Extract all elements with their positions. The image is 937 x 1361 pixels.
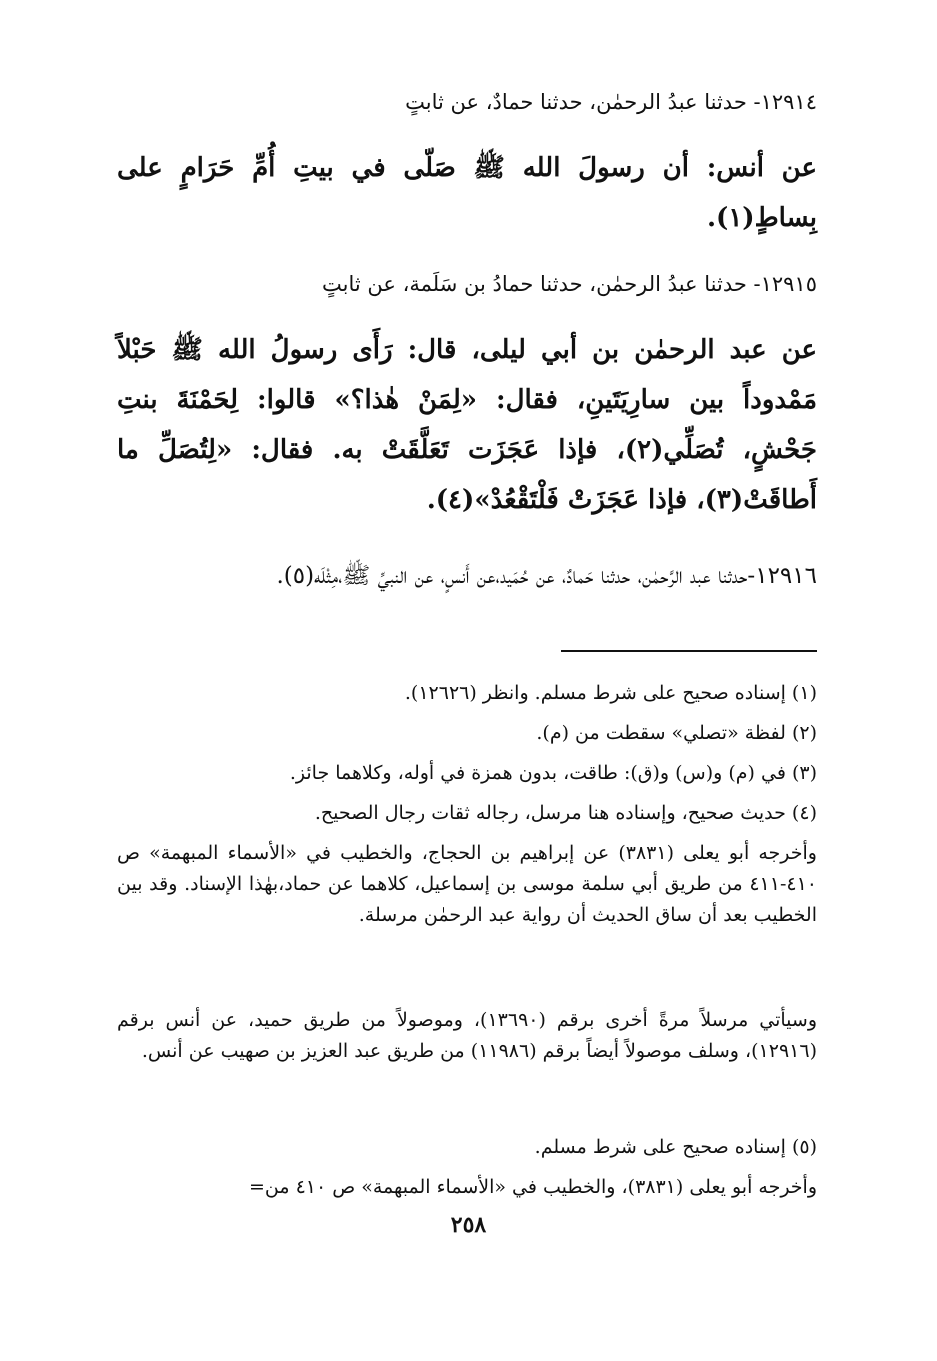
hadith-12916: ١٢٩١٦-حدثنا عبد الرَّحمٰن، حدثنا حَمادٌ، عن حُمَيد،عن أَنسٍ، عن النبيِّ ﷺ،مِثْلَه(٥). (276, 563, 817, 589)
footnote-separator (561, 650, 817, 652)
hadith-12914-matn: عن أنس: أن رسولَ الله ﷺ صَلّى في بيتِ أُمِّ حَرَامٍ على بِساطٍ(١). (117, 153, 817, 233)
hadith-12915-isnad: ١٢٩١٥- حدثنا عبدُ الرحمٰن، حدثنا حمادُ بن سَلَمة، عن ثابتٍ (322, 272, 817, 296)
footnote-4-cross-reference: وسيأتي مرسلاً مرةً أخرى برقم (١٣٦٩٠)، وموصولاً من طريق حميد، عن أنس برقم (١٢٩١٦)، وسلف موصولاً أيضاً برقم (١١٩٨٦) من طريق عبد العزيز بن صهيب عن أنس. (117, 1009, 818, 1062)
footnote-5-takhrij: وأخرجه أبو يعلى (٣٨٣١)، والخطيب في «الأسماء المبهمة» ص ٤١٠ من= (248, 1176, 817, 1198)
footnote-5: (٥) إسناده صحيح على شرط مسلم. (534, 1136, 817, 1158)
footnote-1: (١) إسناده صحيح على شرط مسلم. وانظر (١٢٦٢٦). (404, 682, 817, 704)
footnote-2: (٢) لفظة «تصلي» سقطت من (م). (536, 722, 817, 744)
hadith-12915-matn: عن عبد الرحمٰن بن أبي ليلى، قال: رَأَى رسولُ الله ﷺ حَبْلاً مَمْدوداً بين سارِيَتَينِ، فقال: «لِمَنْ هٰذا؟» قالوا: لِحَمْنَةَ بنتِ جَحْشٍ، تُصَلِّي(٢)، فإذا عَجَزَت تَعَلَّقَتْ به. فقال: «لِتُصَلِّ ما أَطاقَتْ(٣)، فإذا عَجَزَتْ فَلْتَقْعُدْ»(٤). (117, 335, 817, 515)
page-number: ٢٥٨ (450, 1212, 487, 1238)
footnote-4: (٤) حديث صحيح، وإسناده هنا مرسل، رجاله ثقات رجال الصحيح. (314, 802, 817, 824)
footnote-4-takhrij: وأخرجه أبو يعلى (٣٨٣١) عن إبراهيم بن الحجاج، والخطيب في «الأسماء المبهمة» ص ٤١٠-٤١١ من طريق أبي سلمة موسى بن إسماعيل، كلاهما عن حماد،بهٰذا الإسناد. وقد بين الخطيب بعد أن ساق الحديث أن رواية عبد الرحمٰن مرسلة. (117, 842, 817, 926)
footnote-3: (٣) في (م) و(س) و(ق): طاقت، بدون همزة في أوله، وكلاهما جائز. (289, 762, 817, 784)
hadith-12914-isnad: ١٢٩١٤- حدثنا عبدُ الرحمٰن، حدثنا حمادٌ، عن ثابتٍ (405, 90, 817, 114)
